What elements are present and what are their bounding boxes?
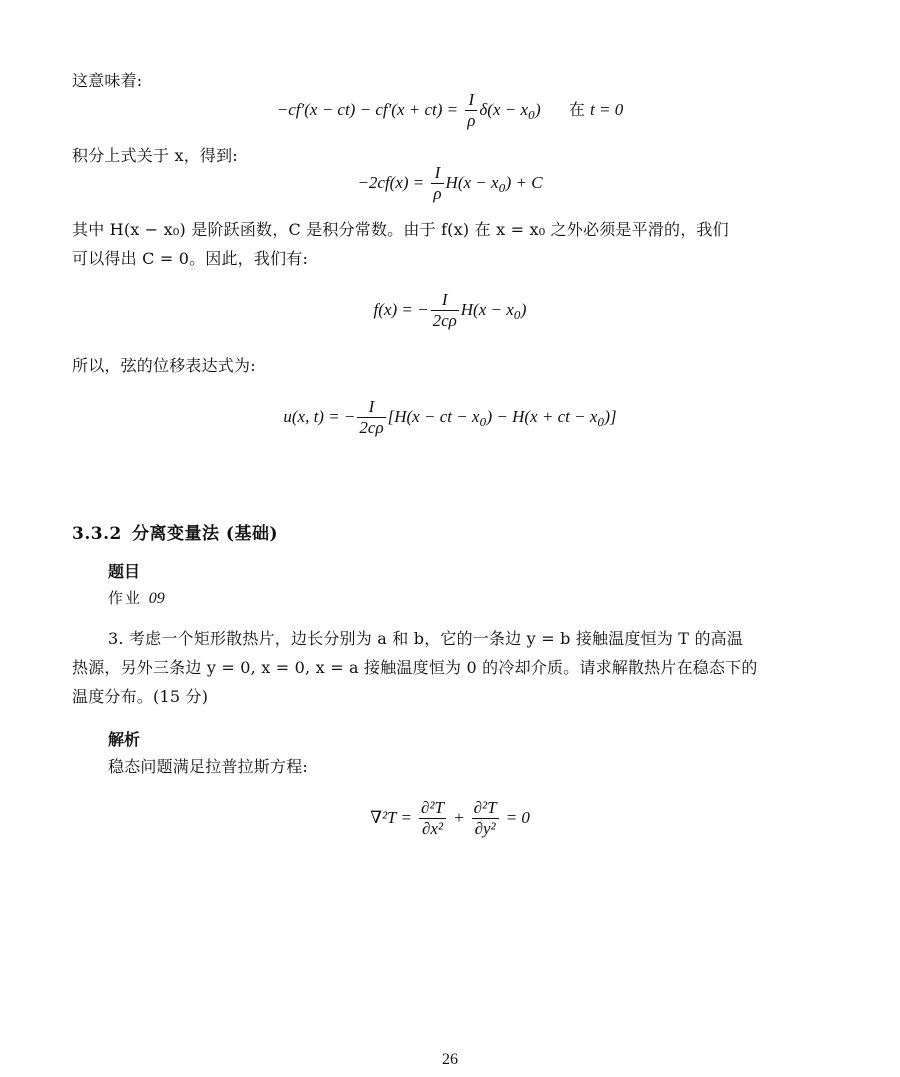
section-heading — [72, 519, 278, 544]
equation-1: −cf′(x − ct) − cf′(x + ct) = $\frac{I}{\rho}$ $\delta(x - x_0)$ 在 t = 0 — [276, 90, 624, 130]
solution-heading: 解析 — [108, 730, 141, 749]
eq1-condition-text: 在 — [568, 100, 585, 119]
eq3-fraction: $\frac{I}{2c\rho}$ — [432, 290, 457, 330]
equation-3: f(x) = − $\frac{I}{2c\rho}$ $H(x - x_0)$ — [373, 290, 527, 330]
solution-text: 稳态问题满足拉普拉斯方程: — [108, 757, 308, 776]
homework-number: 09 — [148, 590, 165, 607]
integrate-text: 积分上式关于 x，得到: — [72, 146, 238, 165]
equation-2: −2cf(x) = $\frac{I}{\rho}$ $H(x - x_0) + C$ — [357, 163, 543, 203]
section-number: 3.3.2 — [72, 524, 122, 544]
where-text-line2: 可以得出 C = 0。因此，我们有: — [72, 249, 309, 268]
eq4-fraction: $\frac{I}{2c\rho}$ — [359, 397, 384, 437]
eq2-fraction: $\frac{I}{\rho}$ — [433, 163, 442, 203]
problem-line2: 热源，另外三条边 y = 0, x = 0, x = a 接触温度恒为 0 的冷却介质。请求解散热片在稳态下的 — [72, 658, 758, 677]
equation-4: u(x, t) = − $\frac{I}{2c\rho}$ [H(x − ct − $x_0) - H(x$ + ct − $x_0$)] — [283, 397, 617, 437]
problem-heading: 题目 — [108, 562, 141, 581]
section-title: 分离变量法 (基础) — [132, 524, 279, 544]
eq1-rhs: δ(x − x — [479, 100, 529, 119]
problem-line1: 3. 考虑一个矩形散热片，边长分别为 a 和 b，它的一条边 y = b 接触温度恒为 T 的高温 — [108, 629, 744, 648]
eq1-fraction: $\frac{I}{\rho}$ — [467, 90, 476, 130]
eq5-fraction-y: $\frac{\text{∂²T}}{\text{∂y²}}$ — [473, 798, 497, 838]
therefore-text: 所以，弦的位移表达式为: — [72, 356, 256, 375]
where-text-line1: 其中 H(x − x₀) 是阶跃函数，C 是积分常数。由于 f(x) 在 x = x₀ 之外必须是平滑的，我们 — [72, 220, 729, 239]
eq1-condition-math: t = 0 — [590, 100, 624, 119]
page-number: 26 — [442, 1051, 458, 1068]
problem-line3: 温度分布。(15 分) — [72, 687, 209, 706]
equation-5: ∇²T = $\frac{\text{∂²T}}{\text{∂x²}}$ + $\frac{\text{∂²T}}{\text{∂y²}}$ = 0 — [370, 798, 530, 838]
eq5-fraction-x: $\frac{\text{∂²T}}{\text{∂x²}}$ — [421, 798, 444, 838]
eq1-lhs: −cf′(x − ct) − cf′(x + ct) = — [276, 100, 459, 119]
intro-text: 这意味着: — [72, 71, 143, 90]
homework-label: 作业 09 — [108, 589, 165, 607]
